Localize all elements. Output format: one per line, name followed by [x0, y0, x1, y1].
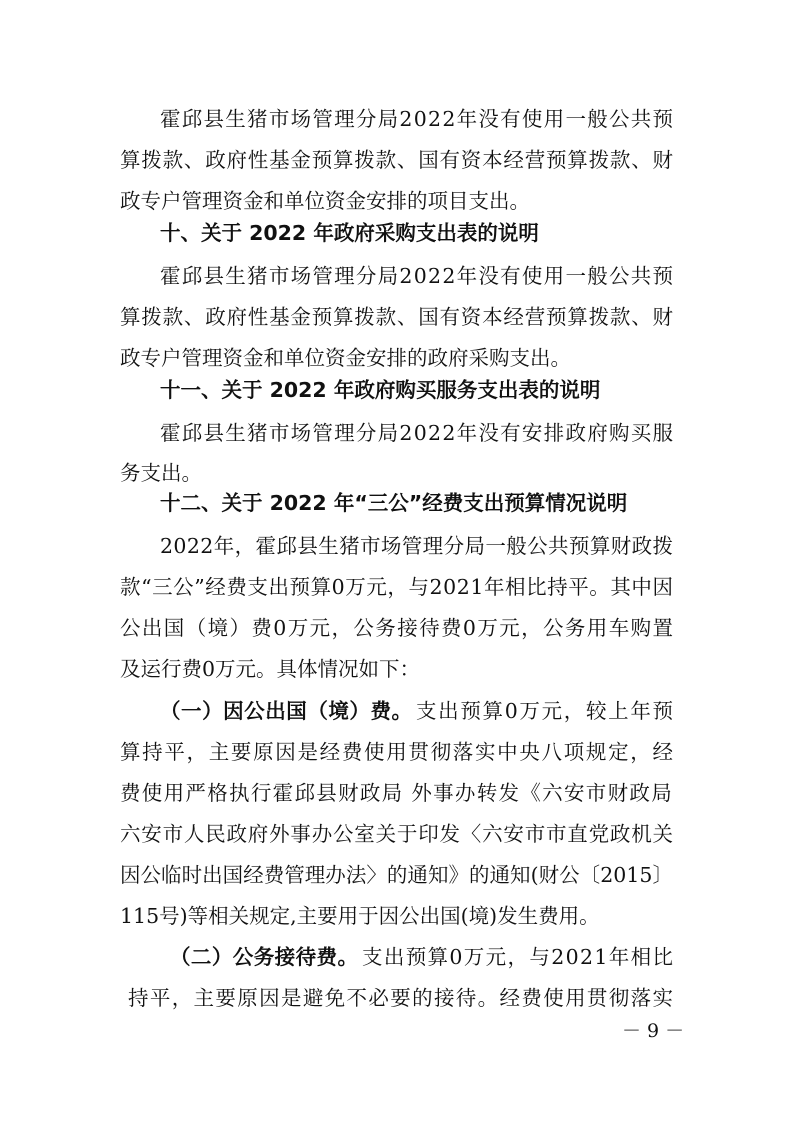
page-number: － 9 － [622, 1020, 685, 1042]
subsection-lead: （一）因公出国（境）费。 [160, 699, 413, 723]
text-line: 政专户管理资金和单位资金安排的项目支出。 [120, 189, 530, 213]
text-line: （二）公务接待费。 支出预算0万元，与2021年相比 [0, 937, 793, 977]
text-line: 算拨款、政府性基金预算拨款、国有资本经营预算拨款、财 [120, 305, 674, 329]
text-line: 款“三公”经费支出预算0万元，与2021年相比持平。其中因 [120, 575, 674, 599]
text-line: 霍邱县生猪市场管理分局2022年没有使用一般公共预 [160, 264, 675, 288]
section-heading: 十一、关于 2022 年政府购买服务支出表的说明 [160, 378, 601, 402]
subsection-lead: （二）公务接待费。 [170, 945, 359, 969]
text-line: 务支出。 [120, 461, 202, 485]
text-line: 及运行费0万元。具体情况如下： [120, 657, 421, 681]
text-line: 算持平，主要原因是经费使用贯彻落实中央八项规定，经 [120, 740, 675, 764]
text-line: 持平，主要原因是避免不必要的接待。经费使用贯彻落实 [128, 986, 675, 1010]
text-line: 公出国（境）费0万元，公务接待费0万元，公务用车购置 [120, 616, 675, 640]
text-line: 2022年，霍邱县生猪市场管理分局一般公共预算财政拨 [160, 534, 674, 558]
text-line: 六安市人民政府外事办公室关于印发〈六安市市直党政机关 [120, 822, 674, 846]
text-line: 霍邱县生猪市场管理分局2022年没有安排政府购买服 [160, 421, 675, 445]
section-heading: 十二、关于 2022 年“三公”经费支出预算情况说明 [160, 491, 628, 515]
text-line: 因公临时出国经费管理办法〉的通知》的通知(财公〔2015〕 [120, 863, 674, 887]
text-line: 霍邱县生猪市场管理分局2022年没有使用一般公共预 [160, 107, 675, 131]
text-line: 115号)等相关规定,主要用于因公出国(境)发生费用。 [120, 904, 600, 928]
text-line: （一）因公出国（境）费。 支出预算0万元，较上年预 [0, 691, 793, 731]
section-heading: 十、关于 2022 年政府采购支出表的说明 [160, 221, 539, 245]
text-line: 费使用严格执行霍邱县财政局 外事办转发《六安市财政局 [120, 781, 673, 805]
text-line: 算拨款、政府性基金预算拨款、国有资本经营预算拨款、财 [120, 148, 674, 172]
text-line: 政专户管理资金和单位资金安排的政府采购支出。 [120, 346, 571, 370]
